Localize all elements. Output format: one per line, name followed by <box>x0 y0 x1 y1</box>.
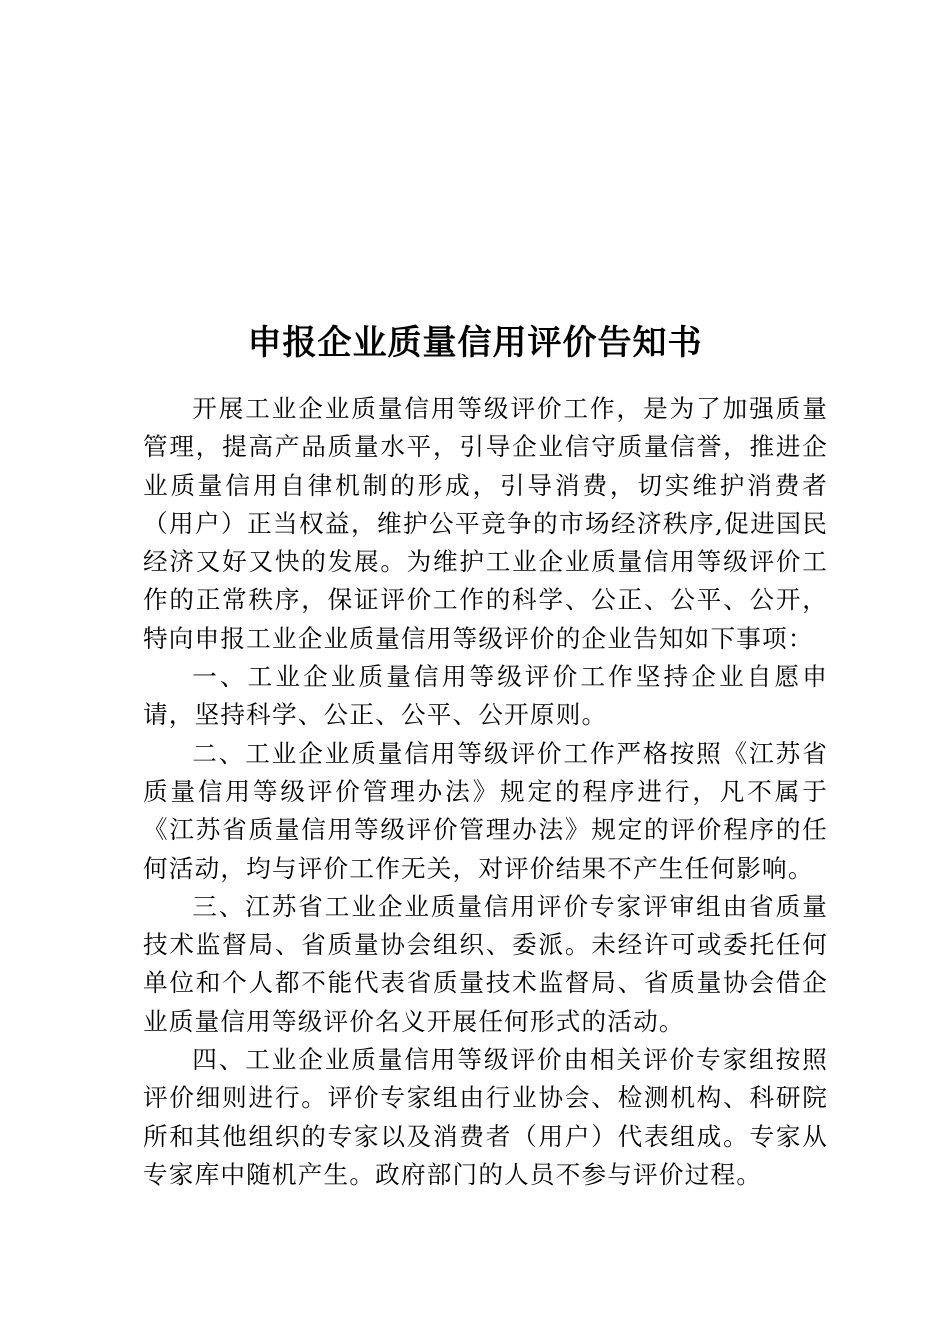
item-one-paragraph: 一、工业企业质量信用等级评价工作坚持企业自愿申请，坚持科学、公正、公平、公开原则。 <box>143 662 828 730</box>
item-four-paragraph: 四、工业企业质量信用等级评价由相关评价专家组按照评价细则进行。评价专家组由行业协会、检测机构、科研院所和其他组织的专家以及消费者（用户）代表组成。专家从专家库中随机产生。政府部门的人员不参与评价过程。 <box>143 1045 828 1189</box>
intro-paragraph: 开展工业企业质量信用等级评价工作，是为了加强质量管理，提高产品质量水平，引导企业信守质量信誉，推进企业质量信用自律机制的形成，引导消费，切实维护消费者（用户）正当权益，维护公平竞争的市场经济秩序,促进国民经济又好又快的发展。为维护工业企业质量信用等级评价工作的正常秩序，保证评价工作的科学、公正、公平、公开，特向申报工业企业质量信用等级评价的企业告知如下事项： <box>143 394 828 653</box>
item-three-paragraph: 三、江苏省工业企业质量信用评价专家评审组由省质量技术监督局、省质量协会组织、委派。未经许可或委托任何单位和个人都不能代表省质量技术监督局、省质量协会借企业质量信用等级评价名义开展任何形式的活动。 <box>143 891 828 1036</box>
document-body <box>143 390 828 1194</box>
document-title: 申报企业质量信用评价告知书 <box>247 323 703 363</box>
item-two-paragraph: 二、工业企业质量信用等级评价工作严格按照《江苏省质量信用等级评价管理办法》规定的程序进行，凡不属于《江苏省质量信用等级评价管理办法》规定的评价程序的任何活动，均与评价工作无关，对评价结果不产生任何影响。 <box>143 738 828 883</box>
